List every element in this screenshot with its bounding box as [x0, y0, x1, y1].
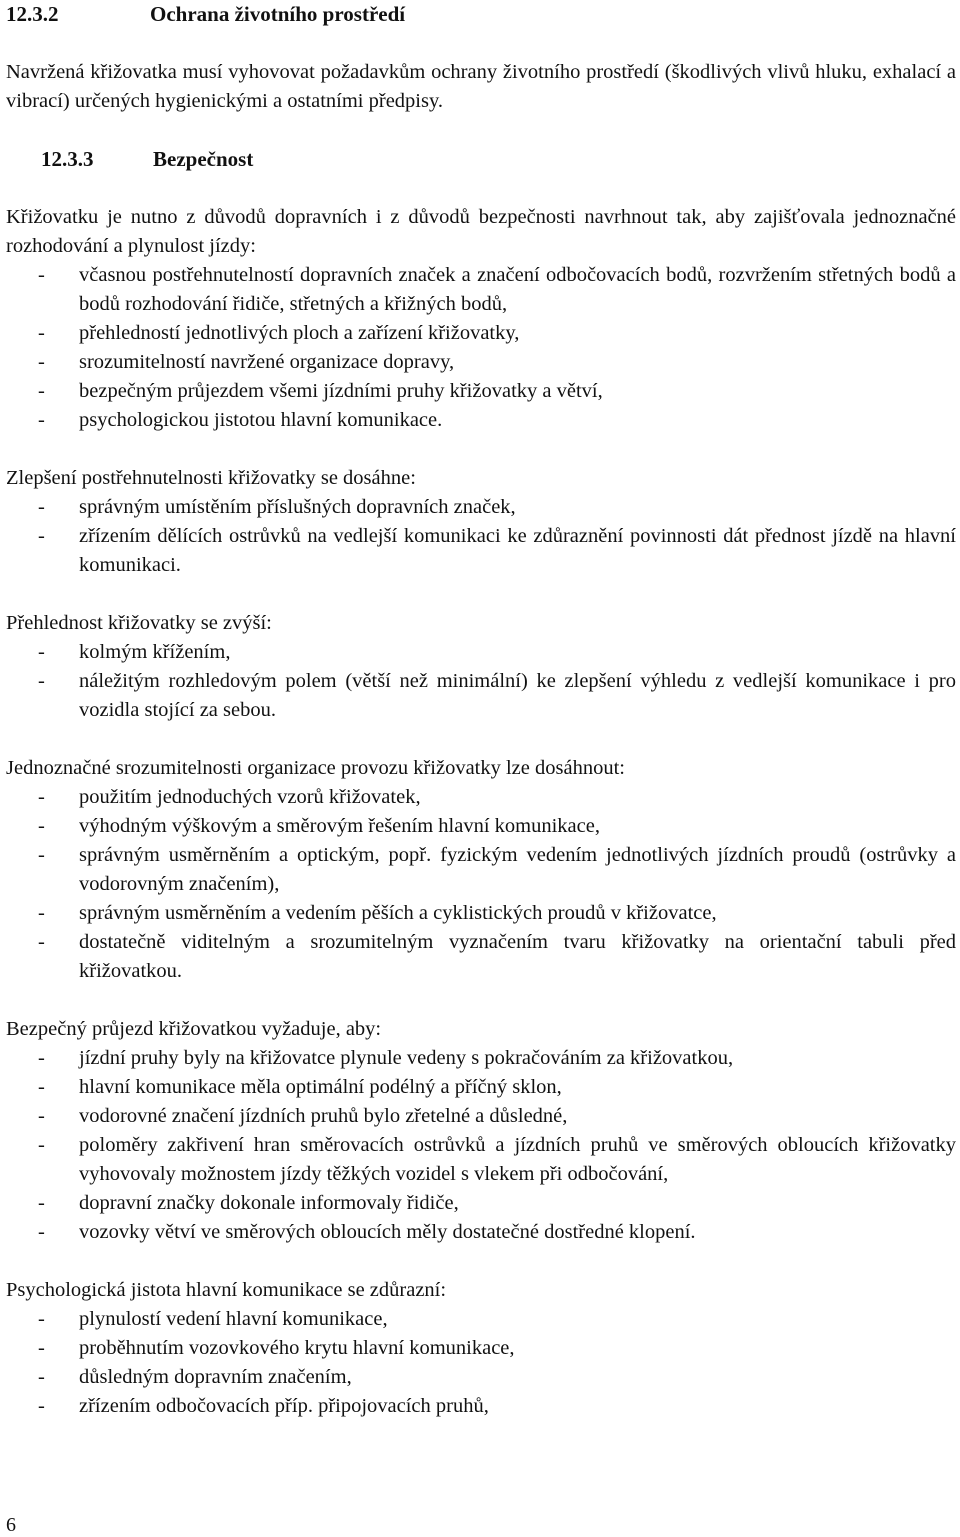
list-item: - srozumitelností navržené organizace dopravy, — [6, 348, 956, 377]
list-item: - kolmým křížením, — [6, 638, 956, 667]
subsection-title: Bezpečnost — [153, 147, 254, 171]
list-item: - jízdní pruhy byly na křižovatce plynule vedeny s pokračováním za křižovatkou, — [6, 1044, 956, 1073]
subsection-intro: Křižovatku je nutno z důvodů dopravních i z důvodů bezpečnosti navrhnout tak, aby zajišťovala jednoznačné rozhodování a plynulost jízdy: — [6, 206, 956, 257]
list-item: - přehledností jednotlivých ploch a zařízení křižovatky, — [6, 319, 956, 348]
section-title: Ochrana životního prostředí — [150, 2, 406, 26]
list-item: - vozovky větví ve směrových obloucích měly dostatečné dostředné klopení. — [6, 1218, 956, 1247]
subsection-heading — [6, 145, 956, 174]
list-item: - výhodným výškovým a směrovým řešením hlavní komunikace, — [6, 812, 956, 841]
group-psychological — [6, 1276, 956, 1421]
group-heading: Bezpečný průjezd křižovatkou vyžaduje, aby: — [6, 1018, 382, 1040]
group-list — [6, 638, 956, 725]
group-clarity — [6, 754, 956, 986]
list-item: - důsledným dopravním značením, — [6, 1363, 956, 1392]
group-heading: Psychologická jistota hlavní komunikace se zdůrazní: — [6, 1279, 447, 1301]
list-item: - zřízením odbočovacích příp. připojovacích pruhů, — [6, 1392, 956, 1421]
group-visibility — [6, 464, 956, 580]
group-list — [6, 1305, 956, 1421]
group-list — [6, 493, 956, 580]
list-item: - poloměry zakřivení hran směrovacích ostrůvků a jízdních pruhů ve směrových obloucích křižovatky vyhovovaly možnostem jízdy těžkých vozidel s vlekem při odbočování, — [6, 1131, 956, 1189]
list-item: - psychologickou jistotou hlavní komunikace. — [6, 406, 956, 435]
list-item: - náležitým rozhledovým polem (větší než minimální) ke zlepšení výhledu z vedlejší komunikace i pro vozidla stojící za sebou. — [6, 667, 956, 725]
list-item: - plynulostí vedení hlavní komunikace, — [6, 1305, 956, 1334]
list-item: - použitím jednoduchých vzorů křižovatek, — [6, 783, 956, 812]
group-safe-passage — [6, 1015, 956, 1247]
intro-list — [6, 261, 956, 435]
group-list — [6, 1044, 956, 1247]
group-heading: Přehlednost křižovatky se zvýší: — [6, 612, 272, 634]
section-number: 12.3.2 — [6, 2, 59, 26]
page-number: 6 — [6, 1514, 16, 1536]
list-item: - správným usměrněním a optickým, popř. fyzickým vedením jednotlivých jízdních proudů (ostrůvky a vodorovným značením), — [6, 841, 956, 899]
list-item: - dopravní značky dokonale informovaly řidiče, — [6, 1189, 956, 1218]
section-heading — [6, 0, 956, 29]
list-item: - zřízením dělících ostrůvků na vedlejší komunikaci ke zdůraznění povinnosti dát přednost jízdě na hlavní komunikaci. — [6, 522, 956, 580]
group-list — [6, 783, 956, 986]
list-item: - hlavní komunikace měla optimální podélný a příčný sklon, — [6, 1073, 956, 1102]
list-item: - správným umístěním příslušných dopravních značek, — [6, 493, 956, 522]
list-item: - proběhnutím vozovkového krytu hlavní komunikace, — [6, 1334, 956, 1363]
group-overview — [6, 609, 956, 725]
group-heading: Zlepšení postřehnutelnosti křižovatky se dosáhne: — [6, 467, 416, 489]
list-item: - včasnou postřehnutelností dopravních značek a značení odbočovacích bodů, rozvržením střetných bodů a bodů rozhodování řidiče, střetných a křižných bodů, — [6, 261, 956, 319]
subsection-number: 12.3.3 — [41, 147, 94, 171]
list-item: - dostatečně viditelným a srozumitelným vyznačením tvaru křižovatky na orientační tabuli před křižovatkou. — [6, 928, 956, 986]
section-paragraph: Navržená křižovatka musí vyhovovat požadavkům ochrany životního prostředí (škodlivých vlivů hluku, exhalací a vibrací) určených hygienickými a ostatními předpisy. — [6, 61, 956, 112]
document-page — [6, 0, 956, 1421]
group-heading: Jednoznačné srozumitelnosti organizace provozu křižovatky lze dosáhnout: — [6, 757, 625, 779]
list-item: - správným usměrněním a vedením pěších a cyklistických proudů v křižovatce, — [6, 899, 956, 928]
list-item: - vodorovné značení jízdních pruhů bylo zřetelné a důsledné, — [6, 1102, 956, 1131]
list-item: - bezpečným průjezdem všemi jízdními pruhy křižovatky a větví, — [6, 377, 956, 406]
